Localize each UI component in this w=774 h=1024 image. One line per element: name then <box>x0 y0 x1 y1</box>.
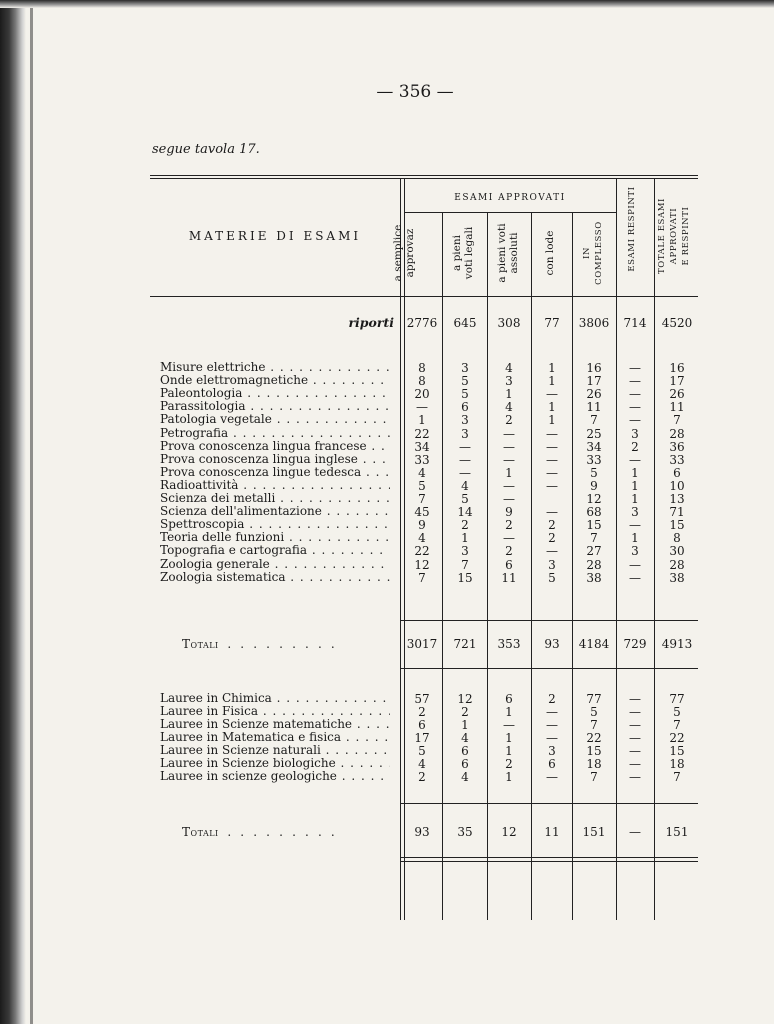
value-cell: 4 <box>418 531 426 546</box>
value-cell: 4 <box>418 757 426 771</box>
value-cell: 15 <box>669 518 685 533</box>
value-cell: 2 <box>461 705 469 719</box>
value-cell: 12 <box>501 825 517 839</box>
value-cell: 1 <box>631 465 639 480</box>
value-cell: — <box>629 452 641 467</box>
value-cell: — <box>629 692 641 706</box>
value-cell: 3 <box>461 413 469 428</box>
value-cell: — <box>629 770 641 784</box>
value-cell: 1 <box>461 718 469 732</box>
value-cell: — <box>503 718 515 732</box>
value-cell: 45 <box>414 505 430 520</box>
totals-label: Totali . . <box>182 637 335 651</box>
row-label: Petrografia . . . <box>160 427 390 440</box>
value-cell: 9 <box>590 478 598 493</box>
value-cell: 5 <box>590 465 598 480</box>
value-cell: 5 <box>548 570 556 585</box>
subject-column-header: MATERIE DI ESAMI <box>188 229 362 243</box>
value-cell: 13 <box>669 492 685 506</box>
value-cell: 93 <box>544 637 560 651</box>
value-cell: 15 <box>457 570 473 585</box>
value-cell: 5 <box>590 705 598 719</box>
row-label: Paleontologia . . . <box>160 387 390 400</box>
value-cell: — <box>503 439 515 454</box>
value-cell: — <box>546 718 558 732</box>
row-label: Lauree in Chimica . . . <box>160 692 390 705</box>
value-cell: 14 <box>457 505 473 520</box>
row-label: Zoologia sistematica . . . <box>160 571 390 584</box>
value-cell: 4 <box>461 731 469 745</box>
value-cell: 7 <box>461 557 469 572</box>
value-cell: 22 <box>586 731 602 745</box>
value-cell: — <box>629 361 641 375</box>
value-cell: 5 <box>461 387 469 402</box>
value-cell: 11 <box>501 570 517 585</box>
value-cell: 1 <box>631 531 639 546</box>
value-cell: 3017 <box>406 637 438 651</box>
value-cell: 6 <box>461 744 469 758</box>
value-cell: 4184 <box>578 637 610 651</box>
value-cell: — <box>546 544 558 559</box>
col-header-complesso: IN COMPLESSO <box>582 221 604 285</box>
row-label: Parassitologia . . . <box>160 400 390 413</box>
value-cell: 1 <box>505 744 513 758</box>
row-label: Topografia e cartografia . . . <box>160 544 390 557</box>
value-cell: — <box>546 465 558 480</box>
value-cell: 11 <box>586 400 602 415</box>
row-label: Prova conoscenza lingue tedesca . . . <box>160 466 390 479</box>
value-cell: 1 <box>631 492 639 506</box>
value-cell: 4913 <box>661 637 693 651</box>
value-cell: 1 <box>631 478 639 493</box>
value-cell: 2 <box>418 705 426 719</box>
value-cell: 7 <box>590 770 598 784</box>
value-cell: 22 <box>669 731 685 745</box>
value-cell: 36 <box>669 439 685 454</box>
value-cell: — <box>546 731 558 745</box>
value-cell: 151 <box>665 825 689 839</box>
value-cell: 15 <box>586 518 602 533</box>
value-cell: 353 <box>497 637 521 651</box>
value-cell: 7 <box>590 531 598 546</box>
value-cell: 20 <box>414 387 430 402</box>
col-header-totale: TOTALE ESAMI APPROVATI E RESPINTI <box>657 198 691 274</box>
value-cell: 12 <box>457 692 473 706</box>
value-cell: — <box>629 731 641 745</box>
value-cell: 8 <box>418 361 426 375</box>
value-cell: 6 <box>461 757 469 771</box>
value-cell: 3 <box>461 361 469 375</box>
value-cell: 151 <box>582 825 606 839</box>
value-cell: 1 <box>505 731 513 745</box>
value-cell: 1 <box>505 705 513 719</box>
value-cell: 3 <box>631 505 639 520</box>
value-cell: 1 <box>548 374 556 389</box>
value-cell: 34 <box>414 439 430 454</box>
row-label: Spettroscopia . . . <box>160 518 390 531</box>
row-label: Prova conoscenza lingua inglese . . . <box>160 453 390 466</box>
value-cell: 2776 <box>406 316 438 330</box>
value-cell: — <box>629 413 641 428</box>
value-cell: 11 <box>669 400 685 415</box>
value-cell: 1 <box>505 770 513 784</box>
value-cell: 2 <box>548 531 556 546</box>
value-cell: 1 <box>461 531 469 546</box>
top-rule <box>150 175 698 176</box>
value-cell: 27 <box>586 544 602 559</box>
row-label: Lauree in Scienze biologiche . . . <box>160 757 390 770</box>
value-cell: 2 <box>505 544 513 559</box>
value-cell: — <box>629 570 641 585</box>
value-cell: 38 <box>586 570 602 585</box>
value-cell: 28 <box>586 557 602 572</box>
value-cell: 12 <box>414 557 430 572</box>
value-cell: 4 <box>461 478 469 493</box>
value-cell: 729 <box>623 637 647 651</box>
value-cell: 77 <box>669 692 685 706</box>
value-cell: 30 <box>669 544 685 559</box>
row-label: Lauree in Fisica . . . <box>160 705 390 718</box>
value-cell: 3 <box>461 426 469 441</box>
value-cell: — <box>629 757 641 771</box>
row-label: Lauree in Matematica e fisica . . . <box>160 731 390 744</box>
value-cell: — <box>629 400 641 415</box>
value-cell: 645 <box>453 316 477 330</box>
value-cell: 2 <box>548 518 556 533</box>
value-cell: 1 <box>548 400 556 415</box>
value-cell: — <box>503 452 515 467</box>
value-cell: — <box>503 492 515 506</box>
row-label: Zoologia generale . . . <box>160 558 390 571</box>
value-cell: — <box>503 478 515 493</box>
value-cell: 7 <box>673 770 681 784</box>
value-cell: 17 <box>414 731 430 745</box>
value-cell: 3 <box>631 544 639 559</box>
value-cell: — <box>546 452 558 467</box>
value-cell: 9 <box>418 518 426 533</box>
value-cell: 57 <box>414 692 430 706</box>
value-cell: 17 <box>586 374 602 389</box>
value-cell: 71 <box>669 505 685 520</box>
value-cell: 5 <box>461 374 469 389</box>
value-cell: 28 <box>669 557 685 572</box>
value-cell: 2 <box>505 518 513 533</box>
value-cell: 28 <box>669 426 685 441</box>
value-cell: 714 <box>623 316 647 330</box>
value-cell: — <box>629 387 641 402</box>
page-number: — 356 — <box>376 82 454 102</box>
value-cell: 1 <box>548 413 556 428</box>
value-cell: — <box>629 374 641 389</box>
value-cell: 5 <box>461 492 469 506</box>
value-cell: 4 <box>505 400 513 415</box>
col-header-con-lode: con lode <box>544 230 556 276</box>
value-cell: 1 <box>505 387 513 402</box>
value-cell: 68 <box>586 505 602 520</box>
value-cell: 15 <box>669 744 685 758</box>
value-cell: 25 <box>586 426 602 441</box>
value-cell: 4 <box>505 361 513 375</box>
value-cell: 6 <box>673 465 681 480</box>
value-cell: — <box>459 439 471 454</box>
value-cell: 16 <box>586 361 602 375</box>
value-cell: 35 <box>457 825 473 839</box>
value-cell: 2 <box>631 439 639 454</box>
value-cell: 7 <box>590 718 598 732</box>
value-cell: 26 <box>669 387 685 402</box>
value-cell: — <box>546 426 558 441</box>
value-cell: — <box>546 439 558 454</box>
value-cell: 1 <box>548 361 556 375</box>
value-cell: 33 <box>669 452 685 467</box>
scan-top-shadow <box>0 0 774 8</box>
totals-label: Totali . . <box>182 825 335 839</box>
value-cell: 33 <box>586 452 602 467</box>
value-cell: 2 <box>418 770 426 784</box>
table-continuation-note: segue tavola 17. <box>152 142 260 157</box>
value-cell: — <box>546 478 558 493</box>
col-header-pieni-assoluti: a pieni voti assoluti <box>496 223 520 283</box>
value-cell: — <box>629 557 641 572</box>
value-cell: 3 <box>548 557 556 572</box>
col-header-pieni-legali: a pieni voti legali <box>451 226 475 280</box>
value-cell: 18 <box>669 757 685 771</box>
value-cell: 15 <box>586 744 602 758</box>
value-cell: 8 <box>418 374 426 389</box>
value-cell: — <box>503 426 515 441</box>
value-cell: — <box>546 505 558 520</box>
value-cell: — <box>416 400 428 415</box>
row-label: Misure elettriche . . . <box>160 361 390 374</box>
value-cell: 7 <box>673 718 681 732</box>
col-header-semplice: a semplice approvaz <box>392 224 416 282</box>
value-cell: — <box>459 465 471 480</box>
value-cell: — <box>546 705 558 719</box>
row-label: Lauree in Scienze naturali . . . <box>160 744 390 757</box>
row-label: Teoria delle funzioni . . . <box>160 531 390 544</box>
riporti-label: riporti <box>348 315 394 330</box>
value-cell: 3 <box>631 426 639 441</box>
value-cell: — <box>629 705 641 719</box>
value-cell: 16 <box>669 361 685 375</box>
value-cell: 93 <box>414 825 430 839</box>
row-label: Lauree in Scienze matematiche . . . <box>160 718 390 731</box>
value-cell: 2 <box>505 757 513 771</box>
value-cell: 4520 <box>661 316 693 330</box>
value-cell: — <box>629 825 641 839</box>
approved-group-header: ESAMI APPROVATI <box>454 193 566 203</box>
col-header-respinti: ESAMI RESPINTI <box>627 186 637 272</box>
value-cell: — <box>629 518 641 533</box>
value-cell: 2 <box>548 692 556 706</box>
value-cell: 3 <box>461 544 469 559</box>
value-cell: 33 <box>414 452 430 467</box>
value-cell: 4 <box>461 770 469 784</box>
value-cell: 3 <box>548 744 556 758</box>
value-cell: — <box>546 770 558 784</box>
value-cell: 6 <box>548 757 556 771</box>
row-label: Onde elettromagnetiche . . . <box>160 374 390 387</box>
value-cell: 4 <box>418 465 426 480</box>
value-cell: 7 <box>418 570 426 585</box>
value-cell: 3806 <box>578 316 610 330</box>
value-cell: 18 <box>586 757 602 771</box>
value-cell: 17 <box>669 374 685 389</box>
value-cell: 6 <box>505 557 513 572</box>
value-cell: 1 <box>418 413 426 428</box>
value-cell: 38 <box>669 570 685 585</box>
value-cell: 10 <box>669 478 685 493</box>
row-label: Lauree in scienze geologiche . . . <box>160 770 390 783</box>
value-cell: 6 <box>418 718 426 732</box>
value-cell: 26 <box>586 387 602 402</box>
value-cell: 22 <box>414 426 430 441</box>
value-cell: — <box>503 531 515 546</box>
value-cell: 6 <box>461 400 469 415</box>
value-cell: 9 <box>505 505 513 520</box>
value-cell: — <box>629 718 641 732</box>
value-cell: 5 <box>673 705 681 719</box>
value-cell: — <box>629 744 641 758</box>
value-cell: 5 <box>418 478 426 493</box>
row-label: Radioattività . . . <box>160 479 390 492</box>
value-cell: 34 <box>586 439 602 454</box>
value-cell: 7 <box>590 413 598 428</box>
row-label: Scienza dell'alimentazione . . . <box>160 505 390 518</box>
value-cell: — <box>546 387 558 402</box>
value-cell: 3 <box>505 374 513 389</box>
value-cell: — <box>459 452 471 467</box>
value-cell: 22 <box>414 544 430 559</box>
row-label: Prova conoscenza lingua francese . . . <box>160 440 390 453</box>
value-cell: 2 <box>505 413 513 428</box>
value-cell: 12 <box>586 492 602 506</box>
value-cell: 2 <box>461 518 469 533</box>
value-cell: 308 <box>497 316 521 330</box>
row-label: Scienza dei metalli . . . <box>160 492 390 505</box>
value-cell: 5 <box>418 744 426 758</box>
value-cell: 1 <box>505 465 513 480</box>
value-cell: 7 <box>418 492 426 506</box>
value-cell: 77 <box>544 316 560 330</box>
value-cell: 6 <box>505 692 513 706</box>
value-cell: 11 <box>544 825 560 839</box>
value-cell: 77 <box>586 692 602 706</box>
row-label: Patologia vegetale . . . <box>160 413 390 426</box>
value-cell: 721 <box>453 637 477 651</box>
value-cell: 7 <box>673 413 681 428</box>
value-cell: 8 <box>673 531 681 546</box>
